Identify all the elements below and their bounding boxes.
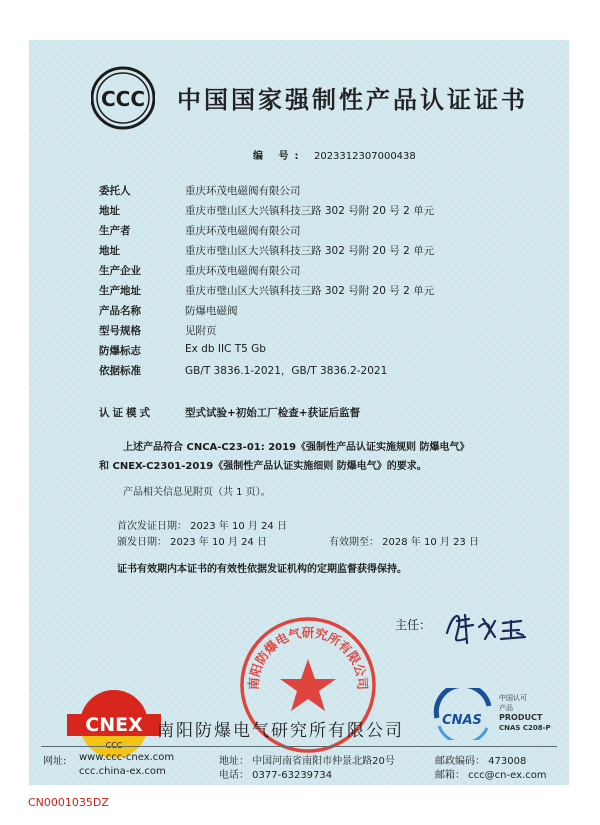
info-label: 地址 (99, 245, 120, 257)
cnas-product-text: PRODUCT (499, 713, 543, 722)
certificate (29, 40, 569, 785)
info-row (99, 223, 559, 241)
validity-note: 证书有效期内本证书的有效性依据发证机构的定期监督获得保持。 (117, 564, 407, 575)
expiry-date: 有效期至： 2028 年 10 月 23 日 (329, 537, 479, 548)
info-row (99, 303, 559, 321)
website-label: 网址: (43, 756, 67, 767)
email: 邮箱： ccc@cn-ex.com (435, 770, 547, 781)
info-row (99, 203, 559, 221)
certification-mode (99, 405, 361, 420)
ccc-logo-text: CCC (100, 87, 146, 111)
seal-text: 南阳防爆电气研究所有限公司 (245, 625, 371, 691)
phone: 电话： 0377-63239734 (219, 770, 333, 781)
cnas-code-text: CNAS C208-P (499, 724, 551, 732)
info-row (99, 183, 559, 201)
info-value: 重庆市璧山区大兴镇科技三路 302 号附 20 号 2 单元 (185, 205, 435, 217)
info-label: 委托人 (99, 185, 131, 197)
info-value: 见附页 (185, 325, 217, 337)
certification-mode-value: 型式试验+初始工厂检查+获证后监督 (185, 407, 361, 419)
issuing-organization: 南阳防爆电气研究所有限公司 (157, 721, 404, 741)
info-label: 生产者 (99, 225, 131, 237)
website-secondary[interactable]: ccc.china-ex.com (79, 766, 166, 777)
info-row (99, 323, 559, 341)
cnex-logo-text: CNEX (85, 714, 143, 736)
cnex-logo (63, 688, 165, 760)
info-row (99, 243, 559, 261)
ccc-logo (91, 66, 155, 130)
info-value: 重庆市璧山区大兴镇科技三路 302 号附 20 号 2 单元 (185, 245, 435, 257)
info-value: 重庆环茂电磁阀有限公司 (185, 185, 301, 197)
info-value: GB/T 3836.1-2021，GB/T 3836.2-2021 (185, 365, 388, 377)
statement-line-2: 和 CNEX-C2301-2019《强制性产品认证实施细则 防爆电气》的要求。 (99, 461, 427, 472)
cnas-logo (431, 688, 557, 740)
issue-date: 颁发日期： 2023 年 10 月 24 日 (117, 537, 267, 548)
info-row (99, 283, 559, 301)
info-label: 生产企业 (99, 265, 141, 277)
first-issue-date: 首次发证日期： 2023 年 10 月 24 日 (117, 521, 287, 532)
certificate-number (253, 147, 416, 162)
info-value: 防爆电磁阀 (185, 305, 238, 317)
attachment-note: 产品相关信息见附页（共 1 页）。 (123, 487, 271, 498)
info-value: 重庆环茂电磁阀有限公司 (185, 225, 301, 237)
cnas-logo-text: CNAS (442, 713, 482, 728)
info-value: 重庆环茂电磁阀有限公司 (185, 265, 301, 277)
info-label: 型号规格 (99, 325, 141, 337)
info-label: 地址 (99, 205, 120, 217)
certificate-number-label: 编 号: (253, 151, 305, 162)
info-row (99, 343, 559, 361)
address: 地址： 中国河南省南阳市仲景北路20号 (219, 756, 395, 767)
cnas-cn-text: 中国认可 (499, 694, 527, 702)
director-signature (439, 603, 549, 649)
cnas-cn2-text: 产品 (499, 704, 513, 712)
statement-line-1: 上述产品符合 CNCA-C23-01: 2019《强制性产品认证实施规则 防爆电气》 (123, 442, 470, 453)
director-label: 主任： (395, 618, 432, 632)
certification-mode-label: 认证模式 (99, 407, 153, 419)
document-code: CN0001035DZ (28, 796, 109, 809)
footer-divider (41, 746, 557, 747)
info-label: 生产地址 (99, 285, 141, 297)
info-label: 依据标准 (99, 365, 141, 377)
info-value: Ex db IIC T5 Gb (185, 343, 266, 355)
info-label: 产品名称 (99, 305, 141, 317)
certificate-title: 中国国家强制性产品认证证书 (177, 86, 528, 114)
info-value: 重庆市璧山区大兴镇科技三路 302 号附 20 号 2 单元 (185, 285, 435, 297)
info-label: 防爆标志 (99, 345, 141, 357)
postcode: 邮政编码： 473008 (435, 756, 527, 767)
info-row (99, 363, 559, 381)
certificate-number-value: 2023312307000438 (313, 151, 416, 162)
info-row (99, 263, 559, 281)
website-primary[interactable]: www.ccc-cnex.com (79, 752, 175, 763)
